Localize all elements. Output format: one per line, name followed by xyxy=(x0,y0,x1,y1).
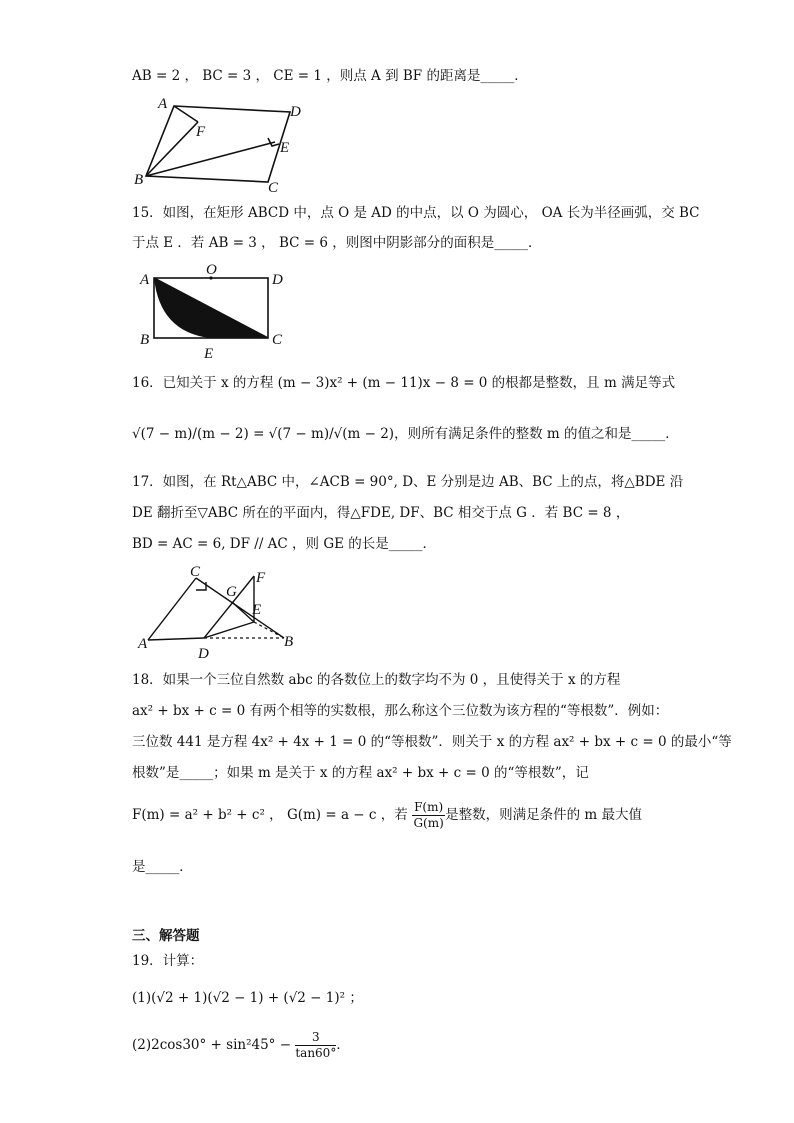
q14-label-e: E xyxy=(280,140,290,156)
q18-line-4: 根数”是_____；如果 m 是关于 x 的方程 ax² + bx + c = 0 的“等根数”，记 xyxy=(132,765,589,781)
q18-line-2: ax² + bx + c = 0 有两个相等的实数根，那么称这个三位数为该方程的“等根数”．例如： xyxy=(132,703,669,719)
q14-label-b: B xyxy=(134,172,144,188)
q19-fraction xyxy=(295,1030,336,1061)
q17-label-g: G xyxy=(226,584,237,600)
q18-line-6: 是_____． xyxy=(132,859,193,875)
q15-line-1: 15．如图，在矩形 ABCD 中，点 O 是 AD 的中点，以 O 为圆心， OA 长为半径画弧，交 BC xyxy=(132,205,700,221)
q18-fraction xyxy=(412,800,445,831)
q15-line-2: 于点 E ．若 AB = 3 ， BC = 6 ，则图中阴影部分的面积是_____． xyxy=(132,235,542,251)
q19-part-1: (1)(√2 + 1)(√2 − 1) + (√2 − 1)² ； xyxy=(132,990,363,1006)
q19-fraction-numerator: 3 xyxy=(295,1030,336,1046)
q14-figure xyxy=(130,92,310,194)
q19-line-1: 19．计算： xyxy=(132,953,204,969)
q19-part-2-tail: ． xyxy=(336,1037,350,1053)
q15-figure xyxy=(134,262,294,362)
q16-equation: √(7 − m)/(m − 2) = √(7 − m)/√(m − 2) xyxy=(132,426,395,442)
q19-part-2-head: (2)2cos30° + sin²45° − xyxy=(132,1037,292,1053)
q14-line-1: AB = 2 ， BC = 3 ， CE = 1 ，则点 A 到 BF 的距离是_____． xyxy=(132,68,528,84)
q19-fraction-denominator: tan60° xyxy=(295,1046,337,1060)
q15-label-d: D xyxy=(272,272,283,288)
q18-line-5 xyxy=(132,800,642,831)
q18-fraction-numerator: F(m) xyxy=(414,800,444,814)
q15-label-a: A xyxy=(140,272,150,288)
q17-label-f: F xyxy=(256,570,266,586)
q16-line-2-tail: ，则所有满足条件的整数 m 的值之和是_____． xyxy=(394,426,679,442)
q15-label-c: C xyxy=(272,332,283,348)
q17-label-e: E xyxy=(252,602,262,618)
q14-label-d: D xyxy=(290,104,301,120)
q17-label-c: C xyxy=(190,564,201,580)
q15-label-b: B xyxy=(140,332,150,348)
q14-label-a: A xyxy=(158,96,168,112)
q15-label-o: O xyxy=(206,262,217,278)
q17-line-1: 17．如图，在 Rt△ABC 中，∠ACB = 90°, D、E 分别是边 AB、BC 上的点，将△BDE 沿 xyxy=(132,474,684,490)
q17-line-2: DE 翻折至▽ABC 所在的平面内，得△FDE, DF、BC 相交于点 G ．若 BC = 8 ， xyxy=(132,505,630,521)
q17-figure xyxy=(136,562,306,662)
section-3-title: 三、解答题 xyxy=(132,928,200,944)
q14-label-f: F xyxy=(196,124,206,140)
q18-line-5-tail: 是整数，则满足条件的 m 最大值 xyxy=(445,807,643,823)
q19-part-2 xyxy=(132,1030,350,1061)
q17-label-d: D xyxy=(198,646,209,662)
q17-line-3: BD = AC = 6, DF // AC ，则 GE 的长是_____． xyxy=(132,536,436,552)
q18-line-3: 三位数 441 是方程 4x² + 4x + 1 = 0 的“等根数”．则关于 x 的方程 ax² + bx + c = 0 的最小“等 xyxy=(132,734,732,750)
q16-line-1: 16．已知关于 x 的方程 (m − 3)x² + (m − 11)x − 8 = 0 的根都是整数，且 m 满足等式 xyxy=(132,375,676,391)
q14-label-c: C xyxy=(268,180,279,194)
q17-label-b: B xyxy=(284,634,294,650)
q18-line-5-head: F(m) = a² + b² + c² ， G(m) = a − c ，若 xyxy=(132,807,408,823)
q16-line-2 xyxy=(132,424,679,444)
q18-line-1: 18．如果一个三位自然数 abc 的各数位上的数字均不为 0 ，且使得关于 x 的方程 xyxy=(132,672,621,688)
q18-fraction-denominator: G(m) xyxy=(413,816,444,830)
q17-label-a: A xyxy=(138,636,148,652)
q15-label-e: E xyxy=(204,346,214,362)
